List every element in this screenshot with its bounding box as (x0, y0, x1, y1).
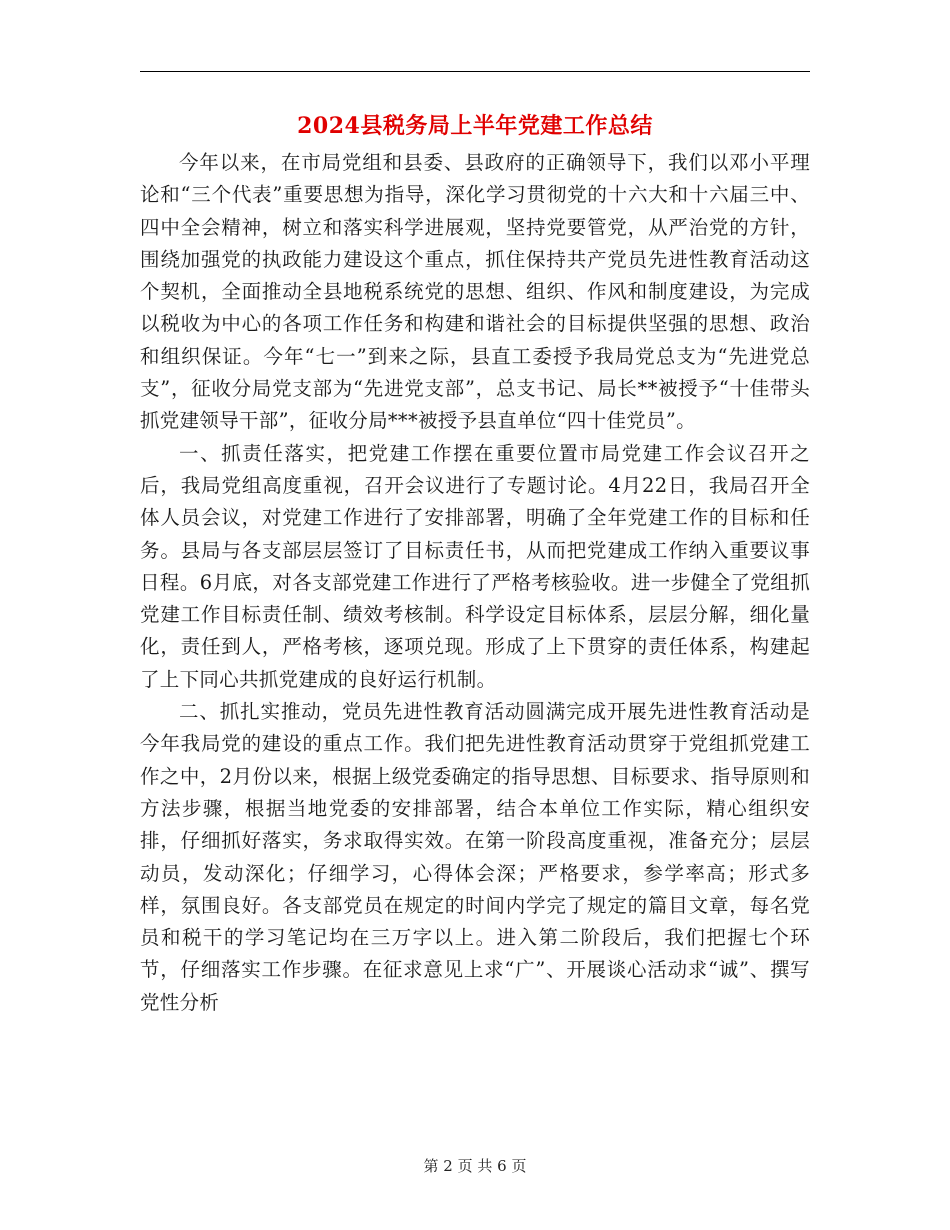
paragraph-intro: 今年以来，在市局党组和县委、县政府的正确领导下，我们以邓小平理论和“三个代表”重要思想为指导，深化学习贯彻党的十六大和十六届三中、四中全会精神，树立和落实科学进展观，坚持党要管党，从严治党的方针，围绕加强党的执政能力建设这个重点，抓住保持共产党员先进性教育活动这个契机，全面推动全县地税系统党的思想、组织、作风和制度建设，为完成以税收为中心的各项工作任务和构建和谐社会的目标提供坚强的思想、政治和组织保证。今年“七一”到来之际，县直工委授予我局党总支为“先进党总支”，征收分局党支部为“先进党支部”，总支书记、局长**被授予“十佳带头抓党建领导干部”，征收分局***被授予县直单位“四十佳党员”。 (140, 151, 810, 433)
page-number-footer: 第 2 页 共 6 页 (423, 1157, 527, 1175)
document-title: 2024县税务局上半年党建工作总结 (297, 113, 653, 139)
document-body (140, 147, 810, 1019)
paragraph-section-one: 一、抓责任落实，把党建工作摆在重要位置市局党建工作会议召开之后，我局党组高度重视，召开会议进行了专题讨论。4月22日，我局召开全体人员会议，对党建工作进行了安排部署，明确了全年党建工作的目标和任务。县局与各支部层层签订了目标责任书，从而把党建成工作纳入重要议事日程。6月底，对各支部党建工作进行了严格考核验收。进一步健全了党组抓党建工作目标责任制、绩效考核制。科学设定目标体系，层层分解，细化量化，责任到人，严格考核，逐项兑现。形成了上下贯穿的责任体系，构建起了上下同心共抓党建成的良好运行机制。 (140, 441, 810, 691)
header-rule (140, 71, 810, 72)
paragraph-section-two: 二、抓扎实推动，党员先进性教育活动圆满完成开展先进性教育活动是今年我局党的建设的重点工作。我们把先进性教育活动贯穿于党组抓党建工作之中，2月份以来，根据上级党委确定的指导思想、目标要求、指导原则和方法步骤，根据当地党委的安排部署，结合本单位工作实际，精心组织安排，仔细抓好落实，务求取得实效。在第一阶段高度重视，准备充分；层层动员，发动深化；仔细学习，心得体会深；严格要求，参学率高；形式多样，氛围良好。各支部党员在规定的时间内学完了规定的篇目文章，每名党员和税干的学习笔记均在三万字以上。进入第二阶段后，我们把握七个环节，仔细落实工作步骤。在征求意见上求“广”、开展谈心活动求“诚”、撰写党性分析 (140, 700, 810, 1014)
